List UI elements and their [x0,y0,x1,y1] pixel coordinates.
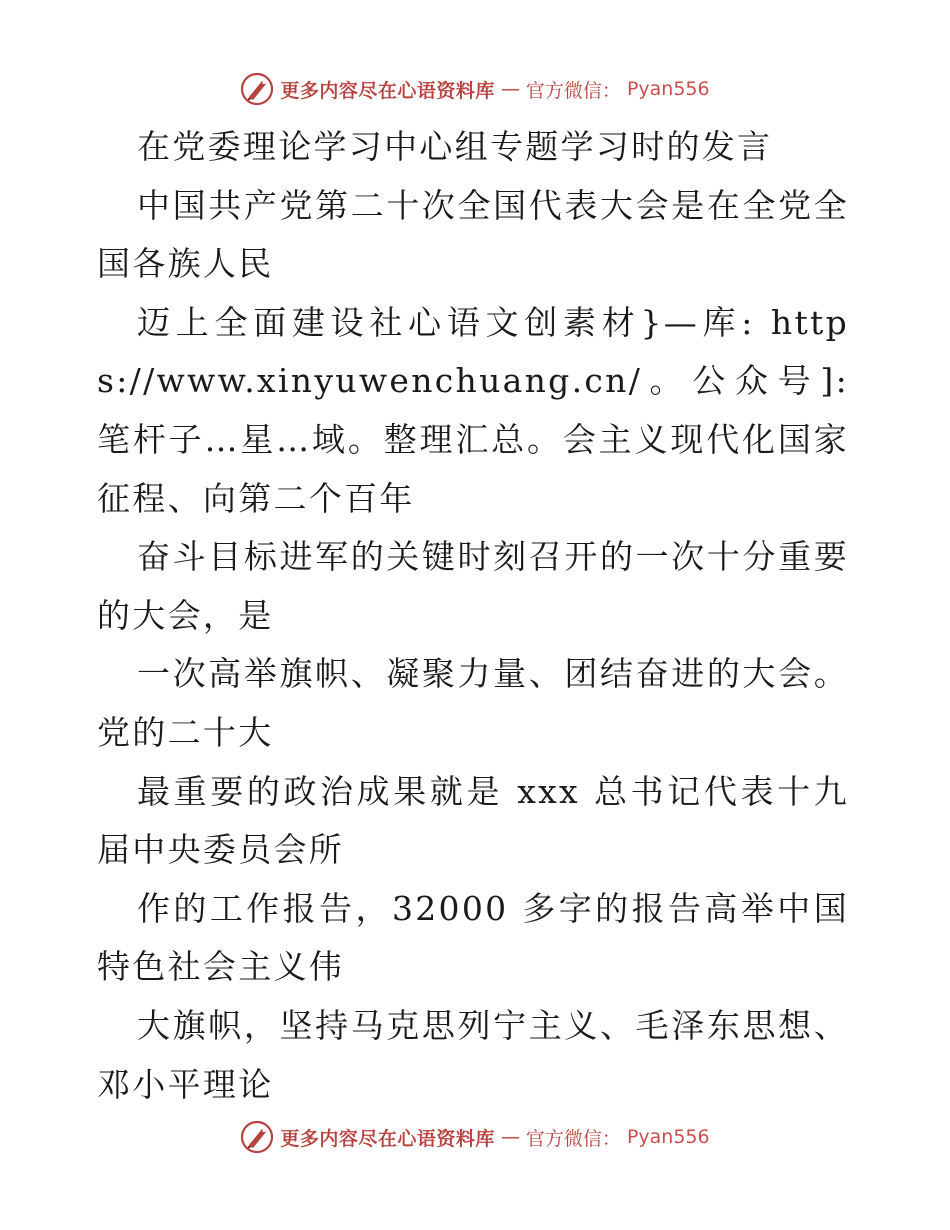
footer-wechat-id: Pyan556 [626,1126,710,1148]
header-slogan: 更多内容尽在心语资料库 [280,79,495,102]
paragraph: 中国共产党第二十次全国代表大会是在全党全国各族人民 [97,185,849,284]
pen-logo-icon [240,72,274,106]
document-title: 在党委理论学习中心组专题学习时的发言 [137,127,773,166]
footer-separator: — [500,1126,520,1148]
paragraph: 作的工作报告，32000 多字的报告高举中国特色社会主义伟 [97,888,849,987]
footer-banner [0,1120,950,1154]
paragraph: 大旗帜，坚持马克思列宁主义、毛泽东思想、邓小平理论 [97,1005,849,1104]
footer-wechat-label: 官方微信： [525,1127,621,1150]
paragraph: 一次高举旗帜、凝聚力量、团结奋进的大会。党的二十大 [97,654,849,752]
pen-logo-icon [240,1120,274,1154]
header-wechat-label: 官方微信： [525,79,621,102]
paragraph: 奋斗目标进军的关键时刻召开的一次十分重要的大会，是 [97,537,849,635]
header-separator: — [500,78,520,100]
header-wechat-id: Pyan556 [626,78,710,100]
paragraph: 迈上全面建设社心语文创素材}—库: https://www.xinyuwenchuang.cn/。公众号]: 笔杆子…星…域。整理汇总。会主义现代化国家征程、向第二个百年 [97,302,849,518]
document-body [97,118,849,1114]
paragraph: 最重要的政治成果就是 xxx 总书记代表十九届中央委员会所 [97,771,849,870]
header-banner [0,72,950,106]
footer-slogan: 更多内容尽在心语资料库 [280,1127,495,1150]
